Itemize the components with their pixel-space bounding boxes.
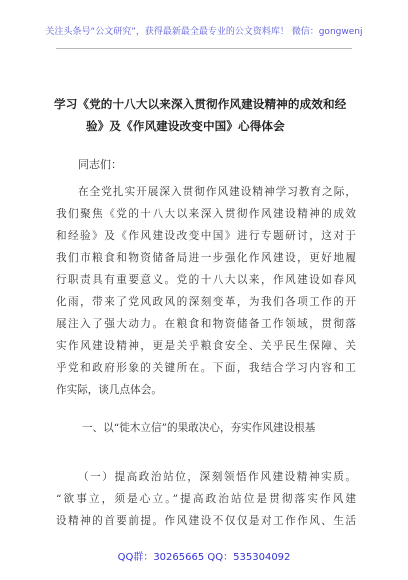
body-paragraph-1 [56, 181, 356, 401]
paragraph-line: 实作风建设精神，更是关乎粮食安全、关乎民生保障、关 [56, 340, 356, 352]
paragraph-line: 我们市粮食和物资储备局进一步强化作风建设，更好地履 [56, 252, 356, 264]
paragraph-line: 展注入了强大动力。在粮食和物资储备工作领域，贯彻落 [56, 318, 356, 330]
salutation: 同志们： [78, 158, 122, 171]
header-divider [56, 48, 352, 49]
paragraph-line: （一）提高政治站位，深刻领悟作风建设精神实质。 [78, 471, 356, 483]
header-promo-note: 关注头条号“公文研究”，获得最新最全最专业的公文资料库！ 微信：gongwenj [45, 27, 363, 37]
paragraph-line: 设精神的首要前提。作风建设不仅仅是对工作作风、生活 [56, 515, 356, 527]
paragraph-line: 在全党扎实开展深入贯彻作风建设精神学习教育之际， [78, 186, 356, 198]
paragraph-line: 我们聚焦《党的十八大以来深入贯彻作风建设精神的成效 [56, 208, 356, 220]
paragraph-line: “欲事立，须是心立。”提高政治站位是贯彻落实作风建 [56, 493, 356, 505]
title-line-1: 学习《党的十八大以来深入贯彻作风建设精神的成效和经 [54, 97, 347, 111]
document-title [54, 93, 356, 137]
section-heading-1: 一、以“徙木立信”的果敢决心，夯实作风建设根基 [82, 422, 316, 434]
paragraph-line: 和经验》及《作风建设改变中国》进行专题研讨，这对于 [56, 230, 356, 242]
title-line-2: 验》及《作风建设改变中国》心得体会 [86, 119, 285, 133]
paragraph-line: 作实际，谈几点体会。 [56, 384, 162, 396]
paragraph-line: 化雨，带来了党风政风的深刻变革，为我们各项工作的开 [56, 296, 356, 308]
body-paragraph-2 [56, 466, 356, 532]
paragraph-line: 行职责具有重要意义。党的十八大以来，作风建设如春风 [56, 274, 356, 286]
footer-contact: QQ群：30265665 QQ：535304092 [117, 552, 291, 563]
paragraph-line: 乎党和政府形象的关键所在。下面，我结合学习内容和工 [56, 362, 356, 374]
